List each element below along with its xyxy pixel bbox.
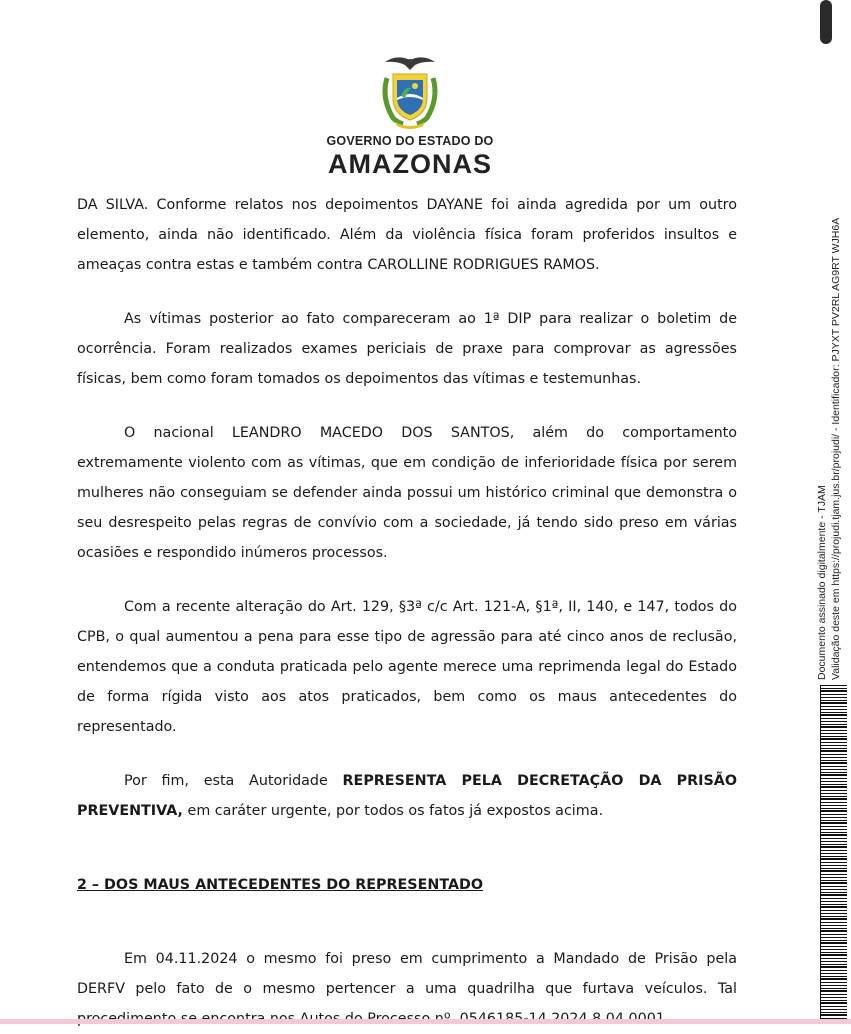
paragraph-bold-request: REPRESENTA PELA DECRETAÇÃO DA PRISÃO PREVENTIVA,: [77, 773, 737, 819]
paragraph: DA SILVA. Conforme relatos nos depoimentos DAYANE foi ainda agredida por um outro elemento, ainda não identificado. Além da violência física foram proferidos insultos e ameaças contra estas e também contra CAROLLINE RODRIGUES RAMOS.: [77, 197, 737, 273]
signature-text-block: [814, 160, 851, 680]
paragraph: O nacional LEANDRO MACEDO DOS SANTOS, além do comportamento extremamente violento com as vítimas, que em condição de inferioridade física por serem mulheres não conseguiam se defender ainda possui um histórico criminal que demonstra o seu desrespeito pelas regras de convívio com a sociedade, já tendo sido preso em várias ocasiões e respondido inúmeros processos.: [77, 425, 737, 561]
document-body: [77, 190, 737, 1034]
paragraph-prefix: Por fim, esta Autoridade: [124, 773, 343, 789]
amazonas-coat-of-arms-icon: [375, 48, 445, 130]
barcode: [820, 685, 847, 1024]
letterhead: [300, 48, 520, 179]
letterhead-subtitle: GOVERNO DO ESTADO DO: [326, 134, 494, 148]
validation-line: Validação deste em https://projudi.tjam.jus.br/projudi/ - Identificador: PJYXT PV2RL AG9RT WJH6A: [830, 217, 842, 680]
section-title: 2 – DOS MAUS ANTECEDENTES DO REPRESENTADO: [77, 877, 484, 893]
letterhead-title: AMAZONAS: [328, 149, 492, 179]
bottom-edge: [0, 1019, 851, 1024]
paragraph: Com a recente alteração do Art. 129, §3ª c/c Art. 121-A, §1ª, II, 140, e 147, todos do CPB, o qual aumentou a pena para esse tipo de agressão para até cinco anos de reclusão, entendemos que a conduta praticada pelo agente merece uma reprimenda legal do Estado de forma rígida visto aos atos praticados, bem como os maus antecedentes do representado.: [77, 599, 737, 735]
paragraph: As vítimas posterior ao fato compareceram ao 1ª DIP para realizar o boletim de ocorrência. Foram realizados exames periciais de praxe para comprovar as agressões físicas, bem como foram tomados os depoimentos das vítimas e testemunhas.: [77, 311, 737, 387]
paragraph: Em 04.11.2024 o mesmo foi preso em cumprimento a Mandado de Prisão pela DERFV pelo fato de o mesmo pertencer a uma quadrilha que furtava veículos. Tal: [77, 951, 737, 997]
scrollbar-thumb[interactable]: [820, 0, 832, 44]
signature-line: Documento assinado digitalmente - TJAM: [816, 485, 828, 680]
paragraph-representation: [77, 766, 737, 826]
paragraph-suffix: em caráter urgente, por todos os fatos já expostos acima.: [182, 803, 604, 819]
